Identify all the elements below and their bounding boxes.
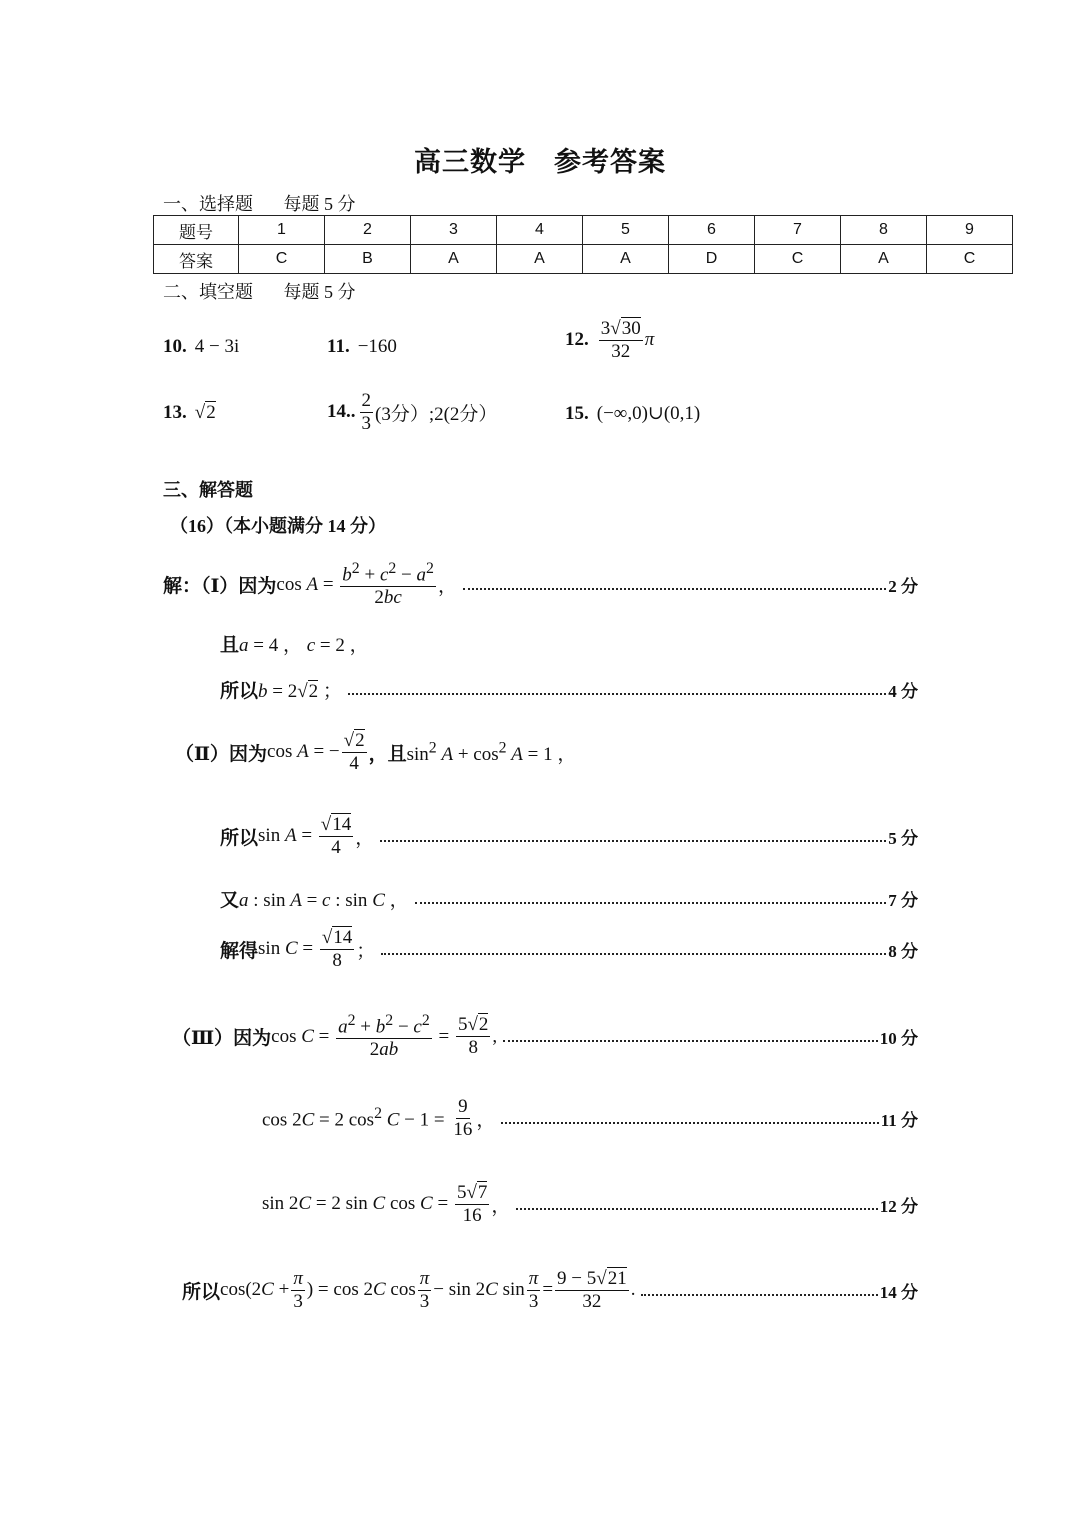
score-5: 5 分 — [888, 828, 918, 848]
q12-radicand: 30 — [621, 318, 641, 339]
q12-den: 32 — [611, 340, 631, 362]
line4-mid: ，且 — [368, 743, 407, 765]
line8-prefix: （Ⅲ）因为 — [172, 1028, 272, 1049]
score-4: 4 分 — [888, 682, 918, 701]
cell-answer: A — [583, 245, 669, 274]
solution-line-3: 所以 b = 2√2 ； 4 分 — [220, 676, 918, 703]
cell-number: 2 — [325, 216, 411, 245]
row-header-number: 题号 — [154, 216, 239, 245]
cell-number: 7 — [755, 216, 841, 245]
solution-line-4: （Ⅱ）因为 cos A = − $\frac{√2}{4}$ ，且 $\sin^2 A + \cos^2 A = 1$ ， — [175, 730, 577, 774]
cell-answer: A — [841, 245, 927, 274]
line11-text: 所以 — [182, 1281, 221, 1303]
cell-number: 5 — [583, 216, 669, 245]
section1-note: 每题 5 分 — [283, 194, 356, 214]
q12-number: 12. — [565, 329, 589, 351]
score-11: 11 分 — [880, 1110, 918, 1130]
line2-text: 且 — [220, 635, 240, 656]
solution-line-2: 且 a = 4 ， c = 2 ， — [220, 630, 369, 657]
solution-line-8: （Ⅲ）因为 cos C = $\frac{a^2 + b^2 - c^2}{2ab}$ = $\frac{5√2}{8}$ , 10 分 — [172, 1012, 918, 1061]
q14-rest: (3分）;2(2分） — [375, 403, 498, 425]
solution-line-11: 所以 cos(2C + $\frac{\pi}{3}$ ) = cos 2C cos $\frac{\pi}{3}$ − sin 2C sin $\frac{\pi}{3}$ = $\frac{9 - 5√21}{32}$ . 14 分 — [182, 1268, 918, 1312]
cell-answer: A — [411, 245, 497, 274]
problem-16-title: （16）（本小题满分 14 分） — [170, 516, 386, 536]
cell-number: 8 — [841, 216, 927, 245]
solution-line-7: 解得 sin C = $\frac{√14}{8}$ ； 8 分 — [220, 927, 918, 971]
score-8: 8 分 — [888, 941, 918, 961]
score-7: 7 分 — [888, 891, 918, 910]
section2-note: 每题 5 分 — [283, 282, 356, 302]
score-2: 2 分 — [888, 577, 918, 596]
q12-fraction: $\frac{3√30}{32}$ — [600, 318, 641, 362]
cell-answer: B — [325, 245, 411, 274]
table-row-answers — [154, 245, 1013, 274]
cell-number: 6 — [669, 216, 755, 245]
solution-line-9: cos 2C = 2 $\cos^2 C - 1$ = $\frac{9}{16}$ ， 11 分 — [262, 1096, 918, 1140]
section2-title: 二、填空题 — [163, 282, 253, 302]
fill-q12 — [565, 318, 654, 363]
cell-answer: A — [497, 245, 583, 274]
row-header-answer: 答案 — [154, 245, 239, 274]
line7-text: 解得 — [220, 940, 259, 962]
line1-prefix: 解：（Ⅰ）因为 — [163, 576, 277, 597]
cell-answer: C — [927, 245, 1013, 274]
score-10: 10 分 — [879, 1029, 918, 1048]
q14-number: 14.. — [327, 401, 356, 423]
fill-q13: 13. √2 — [163, 402, 216, 423]
fill-q15 — [565, 402, 700, 425]
q14-denominator: 3 — [361, 412, 371, 434]
q10-answer: 4 − 3i — [194, 336, 240, 357]
answer-table — [153, 215, 1013, 274]
line6-text: 又 — [220, 890, 240, 911]
cell-number: 4 — [497, 216, 583, 245]
table-row-numbers — [154, 216, 1013, 245]
solution-line-1: 解：（Ⅰ）因为 cos A = $\frac{b^2 + c^2 - a^2}{2bc}$ ， 2 分 — [163, 560, 918, 609]
q14-fraction — [360, 390, 374, 435]
q12-coef: 3 — [600, 318, 611, 339]
score-12: 12 分 — [879, 1196, 918, 1216]
section1-heading — [163, 190, 356, 216]
cell-answer: C — [239, 245, 325, 274]
q13-radicand: 2 — [206, 402, 216, 423]
q12-pi: π — [644, 329, 655, 351]
solution-line-5: 所以 sin A = $\frac{√14}{4}$ ， 5 分 — [220, 814, 918, 858]
line4-prefix: （Ⅱ）因为 — [175, 743, 268, 765]
q13-number: 13. — [163, 402, 187, 423]
section2-heading — [163, 278, 356, 304]
section3-heading: 三、解答题 — [163, 480, 253, 500]
fill-q10 — [163, 336, 239, 358]
q14-numerator: 2 — [361, 390, 371, 411]
fill-q14 — [327, 390, 497, 435]
cell-answer: C — [755, 245, 841, 274]
cell-number: 9 — [927, 216, 1013, 245]
score-14: 14 分 — [879, 1282, 918, 1302]
page-title: 高三数学 参考答案 — [414, 147, 666, 177]
section1-title: 一、选择题 — [163, 194, 253, 214]
solution-line-6: 又 a : sin A = c : sin C ， 7 分 — [220, 885, 918, 912]
q11-number: 11. — [327, 336, 350, 357]
q15-number: 15. — [565, 403, 589, 424]
solution-line-10: sin 2C = 2 sin C cos C = $\frac{5√7}{16}$ ， 12 分 — [262, 1182, 918, 1226]
line3-text: 所以 — [220, 681, 259, 702]
fill-q11 — [327, 336, 397, 358]
cell-number: 3 — [411, 216, 497, 245]
cell-number: 1 — [239, 216, 325, 245]
q10-number: 10. — [163, 336, 187, 357]
q15-answer: (−∞,0)∪(0,1) — [596, 403, 701, 424]
q11-answer: −160 — [357, 336, 397, 357]
line5-text: 所以 — [220, 827, 259, 849]
cell-answer: D — [669, 245, 755, 274]
